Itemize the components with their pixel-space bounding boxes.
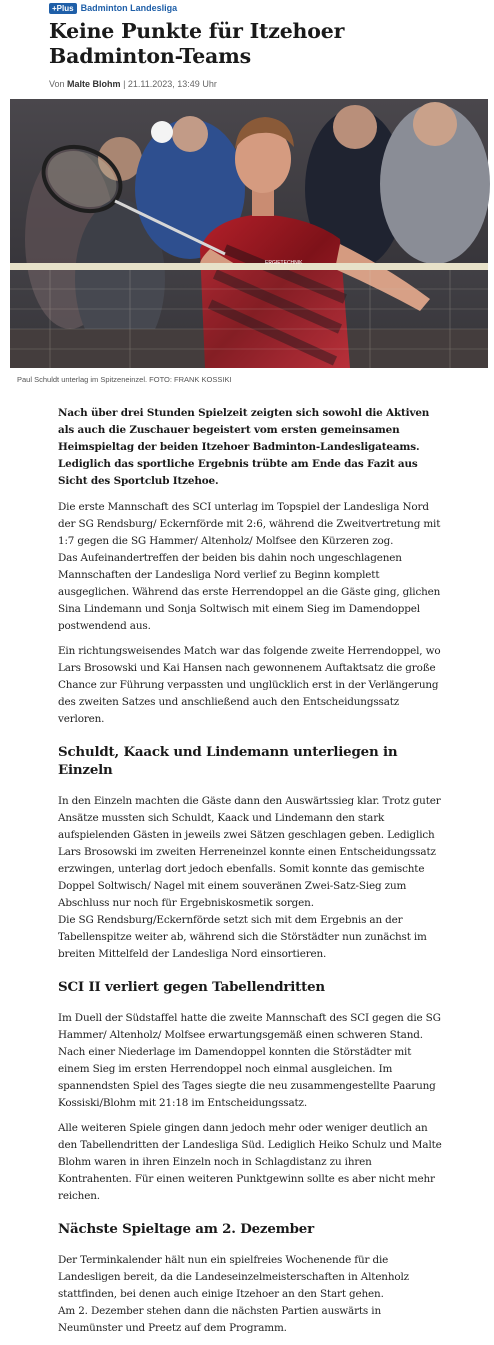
paragraph: Im Duell der Südstaffel hatte die zweite Mannschaft des SCI gegen die SG Hammer/ Altenholz/ Molfsee erwartungsgemäß einen schweren Stand. Nach einer Niederlage im Damendoppel konnten die Störstädter mit einem Sieg im ersten Herrendoppel noch einmal ausgleichen. Im spannendsten Spiel des Tages siegte die neu zusammengestellte Paarung Kossiski/Blohm mit 21:18 im Entscheidungssatz. <box>58 1012 441 1109</box>
paragraph: Alle weiteren Spiele gingen dann jedoch mehr oder weniger deutlich an den Tabellendritten der Landesliga Süd. Lediglich Heiko Schulz und Malte Blohm waren in ihren Einzeln noch in Schlagdistanz zu ihren Kontrahenten. Für einen weiteren Punktgewinn sollte es aber nicht mehr reichen. <box>58 1122 442 1202</box>
article-lead: Nach über drei Stunden Spielzeit zeigten sich sowohl die Aktiven als auch die Zuschauer begeistert vom ersten gemeinsamen Heimspieltag der beiden Itzehoer Badminton-Landesligateams. Lediglich das sportliche Ergebnis trübte am Ende das Fazit aus Sicht des Sportclub Itzehoe. <box>58 407 430 487</box>
subheading: Nächste Spieltage am 2. Dezember <box>58 1221 314 1237</box>
article-body <box>58 405 442 1345</box>
paragraph: Die erste Mannschaft des SCI unterlag im Topspiel der Landesliga Nord der SG Rendsburg/ Eckernförde mit 2:6, während die Zweitvertretung mit 1:7 gegen die SG Hammer/ Altenholz/ Molfsee den Kürzeren zog. Das Aufeinandertreffen der beiden bis dahin noch ungeschlagenen Mannschaften der Landesliga Nord verlief zu Beginn komplett ausgeglichen. Während das erste Herrendoppel an die Gäste ging, glichen Sina Lindemann und Sonja Soltwisch mit einem Sieg im Damendoppel postwendend aus. <box>58 501 441 632</box>
paragraph: Der Terminkalender hält nun ein spielfreies Wochenende für die Landesligen bereit, da die Landeseinzelmeisterschaften in Altenholz stattfinden, bei denen auch einige Itzehoer an den Start gehen. Am 2. Dezember stehen dann die nächsten Partien auswärts in Neumünster und Preetz auf dem Programm. <box>58 1254 409 1334</box>
publish-date: | 21.11.2023, 13:49 Uhr <box>123 79 217 89</box>
paragraph: In den Einzeln machten die Gäste dann den Auswärtssieg klar. Trotz guter Ansätze mussten sich Schuldt, Kaack und Lindemann den stark aufspielenden Gästen in jeweils zwei Sätzen geschlagen geben. Lediglich Lars Brosowski im zweiten Herreneinzel konnte einen Entscheidungssatz erzwingen, unterlag dort jedoch ebenfalls. Somit konnte das gemischte Doppel Soltwisch/ Nagel mit einem souveränen Zwei-Satz-Sieg zum Abschluss nur noch für Ergebniskosmetik sorgen. Die SG Rendsburg/Eckernförde setzt sich mit dem Ergebnis an der Tabellenspitze weiter ab, während sich die Störstädter nun zunächst im breiten Mittelfeld der Landesliga Nord einsortieren. <box>58 795 441 960</box>
subheading: SCI II verliert gegen Tabellendritten <box>58 979 325 995</box>
paragraph: Ein richtungsweisendes Match war das folgende zweite Herrendoppel, wo Lars Brosowski und Kai Hansen nach gewonnenem Auftaktsatz die große Chance zur Führung verpassten und unglücklich erst in der Verlängerung des zweiten Satzes und anschließend auch den Entscheidungssatz verloren. <box>58 645 441 725</box>
author-link[interactable]: Malte Blohm <box>67 79 121 89</box>
section-link[interactable]: Badminton Landesliga <box>80 3 178 13</box>
byline-prefix: Von <box>49 79 65 89</box>
article-headline: Keine Punkte für Itzehoer Badminton-Teams <box>49 19 345 68</box>
plus-badge: +Plus <box>49 3 77 14</box>
byline <box>49 79 217 89</box>
article-kicker <box>49 2 177 14</box>
photo-caption: Paul Schuldt unterlag im Spitzeneinzel. FOTO: FRANK KOSSIKI <box>17 375 232 384</box>
article-photo <box>10 99 488 368</box>
shirt-sponsor-text: ERGIETECHNIK <box>265 260 303 266</box>
subheading: Schuldt, Kaack und Lindemann unterliegen in Einzeln <box>58 744 398 778</box>
